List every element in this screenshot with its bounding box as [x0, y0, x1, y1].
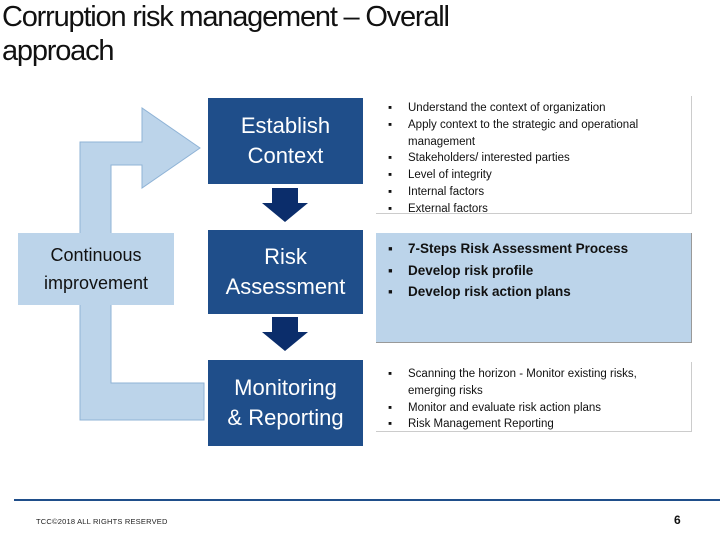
copyright-text: TCC©2018 ALL RIGHTS RESERVED [36, 517, 168, 526]
list-item: ▪ Apply context to the strategic and operational management [386, 117, 685, 151]
list-item: ▪ 7-Steps Risk Assessment Process [386, 238, 685, 260]
page-number: 6 [674, 513, 681, 527]
step-monitoring-reporting [208, 360, 363, 446]
bullet-list [386, 366, 685, 433]
list-item: ▪ Level of integrity [386, 167, 685, 184]
list-item: ▪ Develop risk profile [386, 260, 685, 282]
continuous-improvement-label [18, 233, 174, 305]
step-label-line-1: Establish [240, 113, 331, 138]
monitoring-reporting-details [376, 362, 692, 432]
list-item: ▪ Stakeholders/ interested parties [386, 150, 685, 167]
list-item: ▪ Monitor and evaluate risk action plans [386, 400, 685, 417]
list-item: ▪ Scanning the horizon - Monitor existing risks, emerging risks [386, 366, 685, 400]
step-label-line-1: Risk [264, 244, 307, 269]
title-line-2: approach [2, 35, 114, 67]
step-establish-context [208, 98, 363, 184]
step-risk-assessment [208, 230, 363, 314]
step-label-line-1: Monitoring [234, 375, 337, 400]
establish-context-details [376, 96, 692, 214]
title-line-1: Corruption risk management – Overall [2, 1, 449, 33]
step-label-line-2: & Reporting [227, 405, 344, 430]
list-item: ▪ External factors [386, 201, 685, 218]
loop-label-line-1: Continuous [50, 245, 142, 265]
bullet-list [386, 100, 685, 218]
loop-label-line-2: improvement [43, 273, 149, 293]
list-item: ▪ Internal factors [386, 184, 685, 201]
list-item: ▪ Develop risk action plans [386, 281, 685, 303]
risk-assessment-details [376, 233, 692, 343]
step-label-line-2: Context [247, 143, 324, 168]
down-arrow-1 [262, 188, 308, 222]
down-arrow-2 [262, 317, 308, 351]
list-item: ▪ Understand the context of organization [386, 100, 685, 117]
step-label-line-2: Assessment [225, 274, 346, 299]
footer-divider [14, 499, 720, 501]
bullet-list [386, 238, 685, 303]
list-item: ▪ Risk Management Reporting [386, 416, 685, 433]
